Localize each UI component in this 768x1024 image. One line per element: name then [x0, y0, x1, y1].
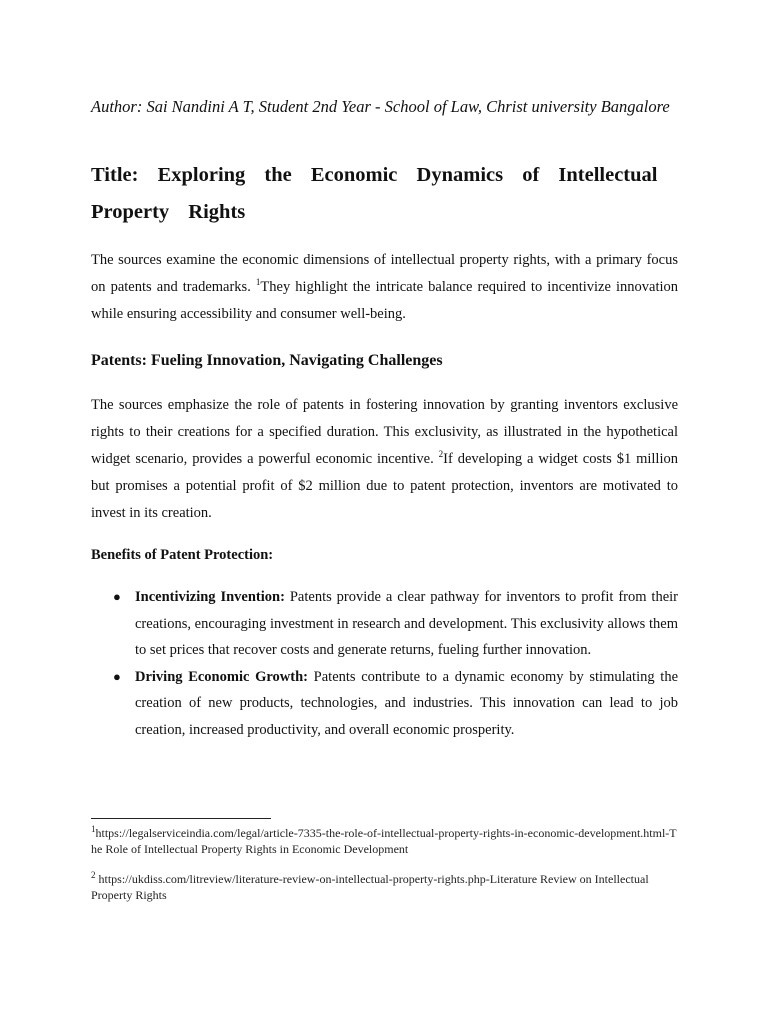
patents-text-b: If developing a widget costs $1 million but promises a potential profit of $2 million due to patent protection, inventors are motivated to invest in its creation.: [91, 451, 678, 521]
list-item: [91, 664, 678, 744]
bullet-label: Incentivizing Invention:: [135, 589, 285, 605]
document-title: Title: Exploring the Economic Dynamics of Intellectual Property Rights: [91, 164, 658, 223]
author-line: Author: Sai Nandini A T, Student 2nd Year - School of Law, Christ university Bangalore: [91, 97, 670, 116]
section-heading-patents: Patents: Fueling Innovation, Navigating Challenges: [91, 352, 443, 369]
intro-paragraph: [91, 247, 678, 328]
bullet-text: Patents contribute to a dynamic economy by stimulating the creation of new products, technologies, and industries. This innovation can lead to job creation, increased productivity, and overall economic prosperity.: [135, 668, 679, 738]
footnote-number: 2: [91, 870, 96, 880]
patents-text-a: The sources emphasize the role of patents in fostering innovation by granting inventors exclusive rights to their creations for a specified duration. This exclusivity, as illustrated in the hypothetical widget scenario, provides a powerful economic incentive.: [91, 397, 678, 467]
footnote-2[interactable]: [91, 871, 678, 903]
bullet-icon: ●: [113, 668, 121, 684]
benefits-list: [91, 584, 678, 743]
intro-text-b: They highlight the intricate balance required to incentivize innovation while ensuring accessibility and consumer well-being.: [91, 279, 679, 322]
footnote-divider: [91, 818, 271, 819]
footnote-ref-2[interactable]: 2: [438, 449, 444, 460]
footnote-text: https://ukdiss.com/litreview/literature-review-on-intellectual-property-rights.php-Literature Review on Intellectual Property Rights: [91, 872, 649, 902]
footnote-1[interactable]: [91, 825, 678, 857]
footnote-number: 1: [91, 824, 96, 834]
bullet-text: Patents provide a clear pathway for inventors to profit from their creations, encouraging investment in research and development. This exclusivity allows them to set prices that recover costs and generate returns, fueling further innovation.: [135, 589, 679, 658]
patents-paragraph: [91, 392, 678, 527]
bullet-label: Driving Economic Growth:: [135, 668, 308, 685]
bullet-icon: ●: [113, 589, 121, 604]
subheading-benefits: Benefits of Patent Protection:: [91, 547, 274, 563]
footnote-ref-1[interactable]: 1: [255, 277, 261, 288]
list-item: [91, 584, 678, 664]
footnote-text: https://legalserviceindia.com/legal/article-7335-the-role-of-intellectual-property-rights-in-economic-development.html-The Role of Intellectual Property Rights in Economic Development: [91, 826, 677, 856]
intro-text-a: The sources examine the economic dimensions of intellectual property rights, with a primary focus on patents and trademarks.: [91, 252, 678, 295]
